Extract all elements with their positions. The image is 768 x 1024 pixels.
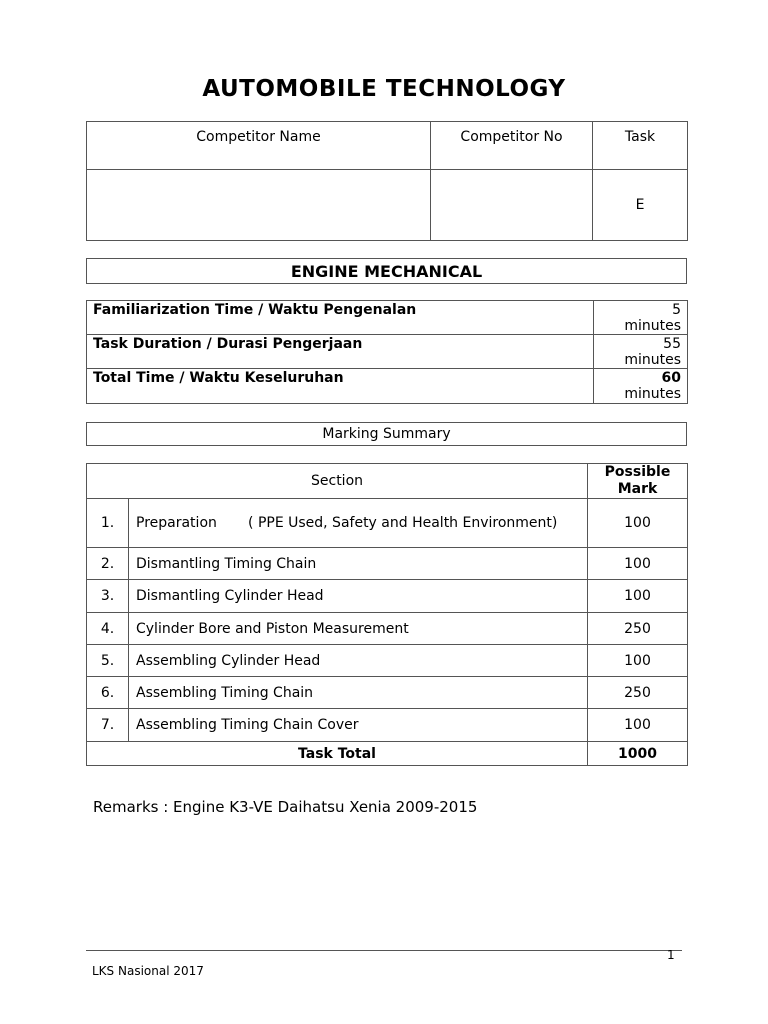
remarks: Remarks : Engine K3-VE Daihatsu Xenia 2009-2015	[93, 798, 478, 816]
row-mark: 100	[588, 580, 688, 613]
competitor-no-header: Competitor No	[431, 122, 593, 170]
row-mark: 250	[588, 677, 688, 709]
time-value: 60 minutes	[594, 369, 688, 404]
row-number: 4.	[87, 613, 129, 645]
time-label: Familiarization Time / Waktu Pengenalan	[87, 301, 594, 335]
footer-divider	[86, 950, 682, 951]
task-total-value: 1000	[588, 742, 688, 766]
time-label: Task Duration / Durasi Pengerjaan	[87, 335, 594, 369]
row-mark: 100	[588, 645, 688, 677]
row-section: Dismantling Cylinder Head	[129, 580, 588, 613]
table-row	[87, 613, 688, 645]
table-row	[87, 709, 688, 742]
task-header: Task	[593, 122, 688, 170]
competitor-table	[86, 121, 688, 241]
row-number: 2.	[87, 548, 129, 580]
row-mark: 100	[588, 548, 688, 580]
competitor-name-header: Competitor Name	[87, 122, 431, 170]
marking-table	[86, 463, 688, 766]
marking-header-row	[87, 464, 688, 499]
row-mark: 100	[588, 709, 688, 742]
task-total-label: Task Total	[87, 742, 588, 766]
marking-summary-title-box	[86, 422, 687, 446]
document-title: AUTOMOBILE TECHNOLOGY	[202, 76, 566, 102]
table-row	[87, 677, 688, 709]
marking-summary-title: Marking Summary	[87, 423, 687, 446]
table-row	[87, 499, 688, 548]
row-number: 7.	[87, 709, 129, 742]
row-section: Assembling Timing Chain Cover	[129, 709, 588, 742]
footer-text: LKS Nasional 2017	[92, 964, 204, 978]
time-row	[87, 369, 688, 404]
row-number: 5.	[87, 645, 129, 677]
time-value: 55 minutes	[594, 335, 688, 369]
table-row	[87, 548, 688, 580]
row-number: 3.	[87, 580, 129, 613]
time-label: Total Time / Waktu Keseluruhan	[87, 369, 594, 404]
row-mark: 100	[588, 499, 688, 548]
table-row	[87, 645, 688, 677]
row-section: Preparation ( PPE Used, Safety and Health Environment)	[129, 499, 588, 548]
total-row	[87, 742, 688, 766]
time-row	[87, 301, 688, 335]
time-value: 5 minutes	[594, 301, 688, 335]
row-section: Dismantling Timing Chain	[129, 548, 588, 580]
possible-mark-header: Possible Mark	[588, 464, 688, 499]
time-table	[86, 300, 688, 404]
time-row	[87, 335, 688, 369]
row-section: Assembling Timing Chain	[129, 677, 588, 709]
task-value: E	[593, 170, 688, 241]
row-section: Assembling Cylinder Head	[129, 645, 588, 677]
competitor-no-value	[431, 170, 593, 241]
section-header: Section	[87, 464, 588, 499]
row-number: 6.	[87, 677, 129, 709]
module-title: ENGINE MECHANICAL	[87, 259, 687, 284]
module-title-box	[86, 258, 687, 284]
page-number: 1	[667, 948, 675, 962]
row-mark: 250	[588, 613, 688, 645]
competitor-name-value	[87, 170, 431, 241]
row-section: Cylinder Bore and Piston Measurement	[129, 613, 588, 645]
row-number: 1.	[87, 499, 129, 548]
table-row	[87, 580, 688, 613]
